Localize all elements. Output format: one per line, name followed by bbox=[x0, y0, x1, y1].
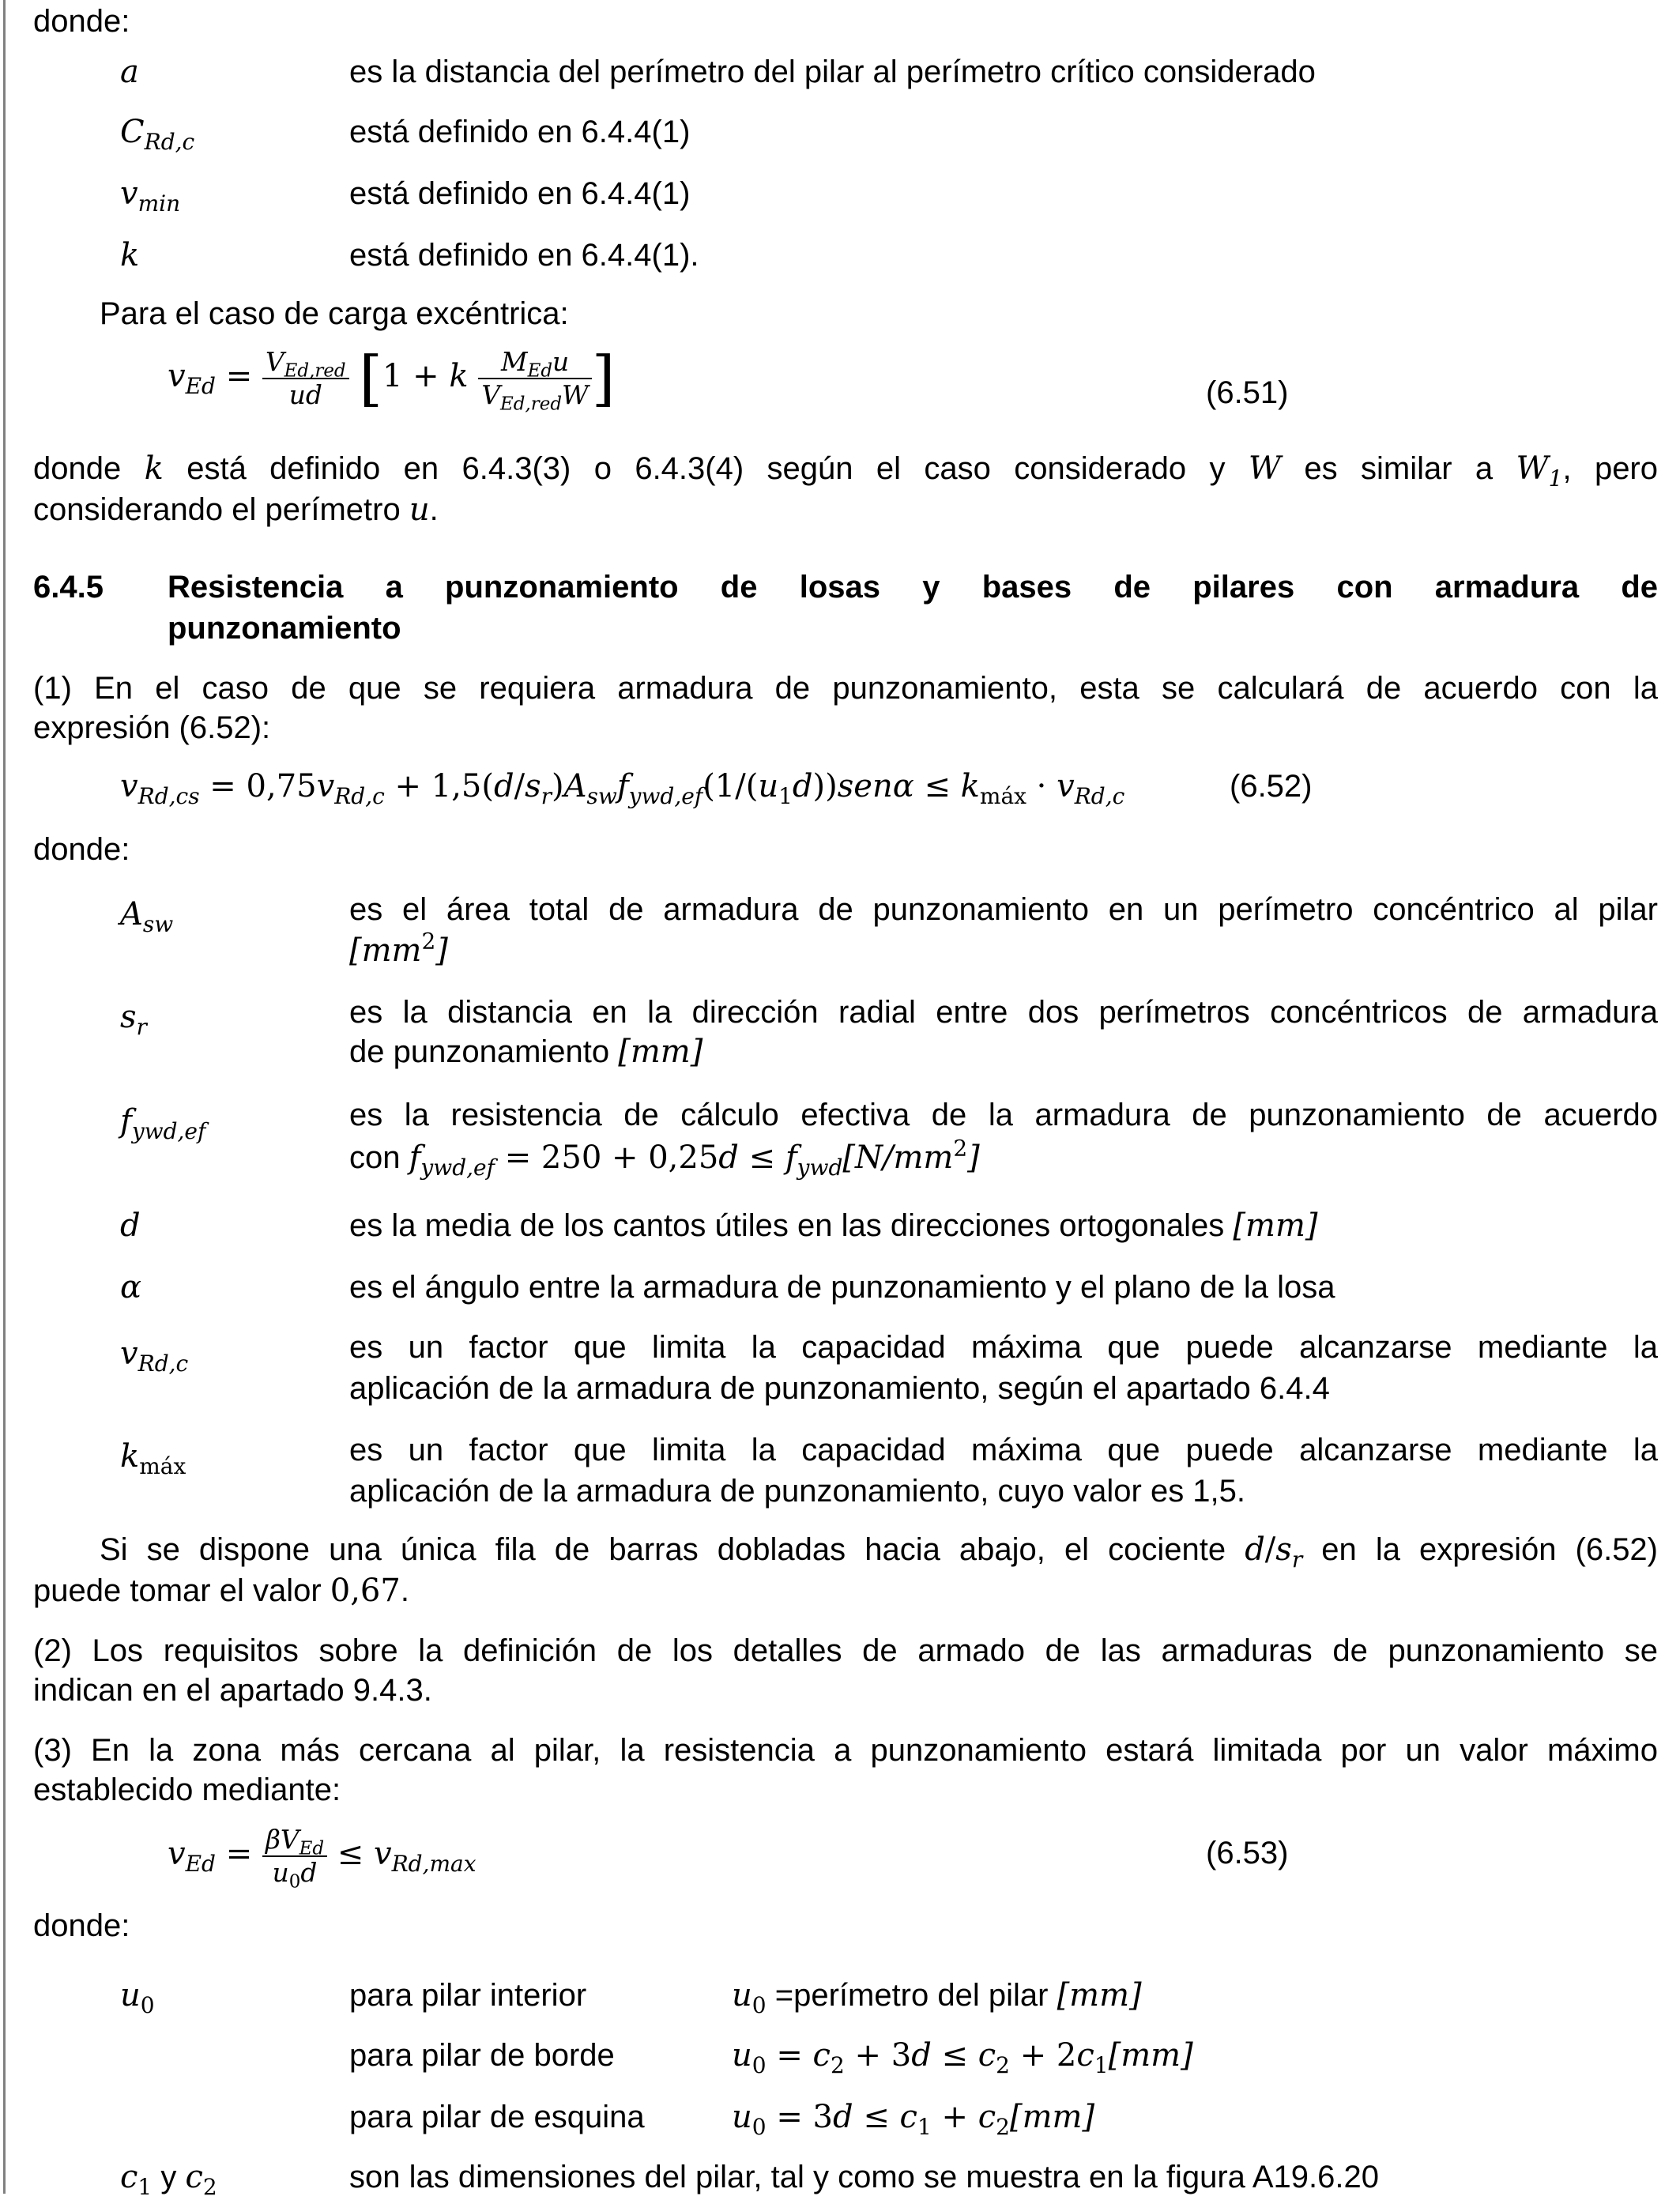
def-vmin: está definido en 6.4.4(1) bbox=[349, 176, 691, 211]
single-row-line2: puede tomar el valor 0,67. bbox=[33, 1573, 409, 1609]
def-k: está definido en 6.4.4(1). bbox=[349, 238, 699, 273]
u0-corner-label: para pilar de esquina bbox=[349, 2100, 645, 2134]
def-kmax-line2: aplicación de la armadura de punzonamiento, cuyo valor es 1,5. bbox=[349, 1474, 1246, 1509]
def-sr-line2: de punzonamiento [mm] bbox=[349, 1034, 703, 1070]
paragraph-2-line2: indican en el apartado 9.4.3. bbox=[33, 1673, 432, 1708]
symbol-fywdef: $f_{ywd,ef}$ bbox=[120, 1103, 206, 1144]
def-vrdc-line2: aplicación de la armadura de punzonamiento, según el apartado 6.4.4 bbox=[349, 1371, 1330, 1406]
equation-6-52: $v_{Rd,cs} = 0,75v_{Rd,c} + 1,5(d/s_r)A_{sw}f_{ywd,ef}(1/(u_1d))sen\alpha \le k_{máx} \cdot v_{Rd,c}$ bbox=[120, 768, 1125, 809]
paragraph-3-line1: (3) En la zona más cercana al pilar, la resistencia a punzonamiento estará limitada por un valor máximo bbox=[33, 1733, 1658, 1768]
symbol-c1-c2: $c_1$ y $c_2$ bbox=[120, 2159, 217, 2200]
u0-corner-expr: $u_0 = 3d \le c_1 + c_2[mm]$ bbox=[732, 2099, 1095, 2140]
def-kmax-line1: es un factor que limita la capacidad máxima que puede alcanzarse mediante la bbox=[349, 1433, 1658, 1467]
equation-number-6-51: (6.51) bbox=[1206, 375, 1289, 410]
symbol-asw: $A_{sw}$ bbox=[120, 896, 174, 937]
symbol-sr: $s_r$ bbox=[120, 999, 147, 1040]
def-sr-line1: es la distancia en la dirección radial entre dos perímetros concéntricos de armadura bbox=[349, 995, 1658, 1030]
symbol-k: k bbox=[120, 237, 140, 273]
def-fywdef-line1: es la resistencia de cálculo efectiva de la armadura de punzonamiento de acuerdo bbox=[349, 1098, 1658, 1132]
eccentric-intro: Para el caso de carga excéntrica: bbox=[100, 296, 569, 331]
section-number: 6.4.5 bbox=[33, 570, 104, 605]
paragraph-after-6-51-line2: considerando el perímetro u. bbox=[33, 492, 439, 528]
def-asw-line1: es el área total de armadura de punzonamiento en un perímetro concéntrico al pilar bbox=[349, 892, 1658, 927]
symbol-kmax: $k_{máx}$ bbox=[120, 1438, 186, 1479]
paragraph-2-line1: (2) Los requisitos sobre la definición de los detalles de armado de las armaduras de punzonamiento se bbox=[33, 1633, 1658, 1668]
equation-number-6-52: (6.52) bbox=[1230, 769, 1313, 804]
paragraph-1-line1: (1) En el caso de que se requiera armadura de punzonamiento, esta se calculará de acuerdo con la bbox=[33, 671, 1658, 706]
donde-label-3: donde: bbox=[33, 1908, 130, 1943]
symbol-alpha: α bbox=[120, 1269, 142, 1305]
paragraph-1-line2: expresión (6.52): bbox=[33, 710, 271, 745]
u0-edge-label: para pilar de borde bbox=[349, 2038, 615, 2073]
def-alpha: es el ángulo entre la armadura de punzonamiento y el plano de la losa bbox=[349, 1270, 1335, 1305]
def-c1-c2: son las dimensiones del pilar, tal y como se muestra en la figura A19.6.20 bbox=[349, 2160, 1379, 2194]
symbol-u0: $u_0$ bbox=[120, 1977, 155, 2018]
def-crdc: está definido en 6.4.4(1) bbox=[349, 115, 691, 149]
symbol-vrdc: $v_{Rd,c}$ bbox=[120, 1335, 189, 1377]
def-asw-unit: $[mm^2]$ bbox=[349, 928, 448, 969]
def-a: es la distancia del perímetro del pilar al perímetro crítico considerado bbox=[349, 55, 1316, 89]
symbol-a: a bbox=[120, 54, 139, 90]
u0-interior-expr: $u_0$ =perímetro del pilar [mm] bbox=[732, 1977, 1142, 2018]
u0-edge-expr: $u_0 = c_2 + 3d \le c_2 + 2c_1[mm]$ bbox=[732, 2037, 1193, 2078]
single-row-line1: Si se dispone una única fila de barras dobladas hacia abajo, el cociente $d/s_r$ en la expresión (6.52) bbox=[100, 1531, 1659, 1573]
donde-label-2: donde: bbox=[33, 832, 130, 867]
equation-6-51: $v_{Ed}$ = $\frac{V_{Ed,red}}{ud}$ [1 + k $\frac{M_{Ed}u}{V_{Ed,red}W}$ ] bbox=[168, 343, 616, 415]
section-title-line2: punzonamiento bbox=[168, 611, 401, 646]
donde-label: donde: bbox=[33, 4, 130, 39]
paragraph-3-line2: establecido mediante: bbox=[33, 1772, 341, 1807]
symbol-crdc: $C_{Rd,c}$ bbox=[120, 114, 195, 155]
symbol-d: d bbox=[120, 1207, 141, 1244]
symbol-vmin: $v_{min}$ bbox=[120, 175, 181, 217]
def-vrdc-line1: es un factor que limita la capacidad máxima que puede alcanzarse mediante la bbox=[349, 1330, 1658, 1365]
equation-number-6-53: (6.53) bbox=[1206, 1836, 1289, 1870]
paragraph-after-6-51-line1: donde k está definido en 6.4.3(3) o 6.4.3(4) según el caso considerado y W es similar a $W_1$, pero bbox=[33, 450, 1659, 492]
u0-interior-label: para pilar interior bbox=[349, 1978, 587, 2013]
def-d: es la media de los cantos útiles en las direcciones ortogonales [mm] bbox=[349, 1207, 1318, 1244]
margin-rule bbox=[3, 0, 6, 2194]
section-title-line1: Resistencia a punzonamiento de losas y bases de pilares con armadura de bbox=[168, 570, 1658, 605]
equation-6-53: $v_{Ed}$ = $\frac{\beta V_{Ed}}{u_0d}$ ≤ $v_{Rd,max}$ bbox=[168, 1825, 477, 1893]
def-fywdef-line2: con $f_{ywd,ef} = 250 + 0,25d \le f_{ywd}[N/mm^2]$ bbox=[349, 1135, 980, 1181]
